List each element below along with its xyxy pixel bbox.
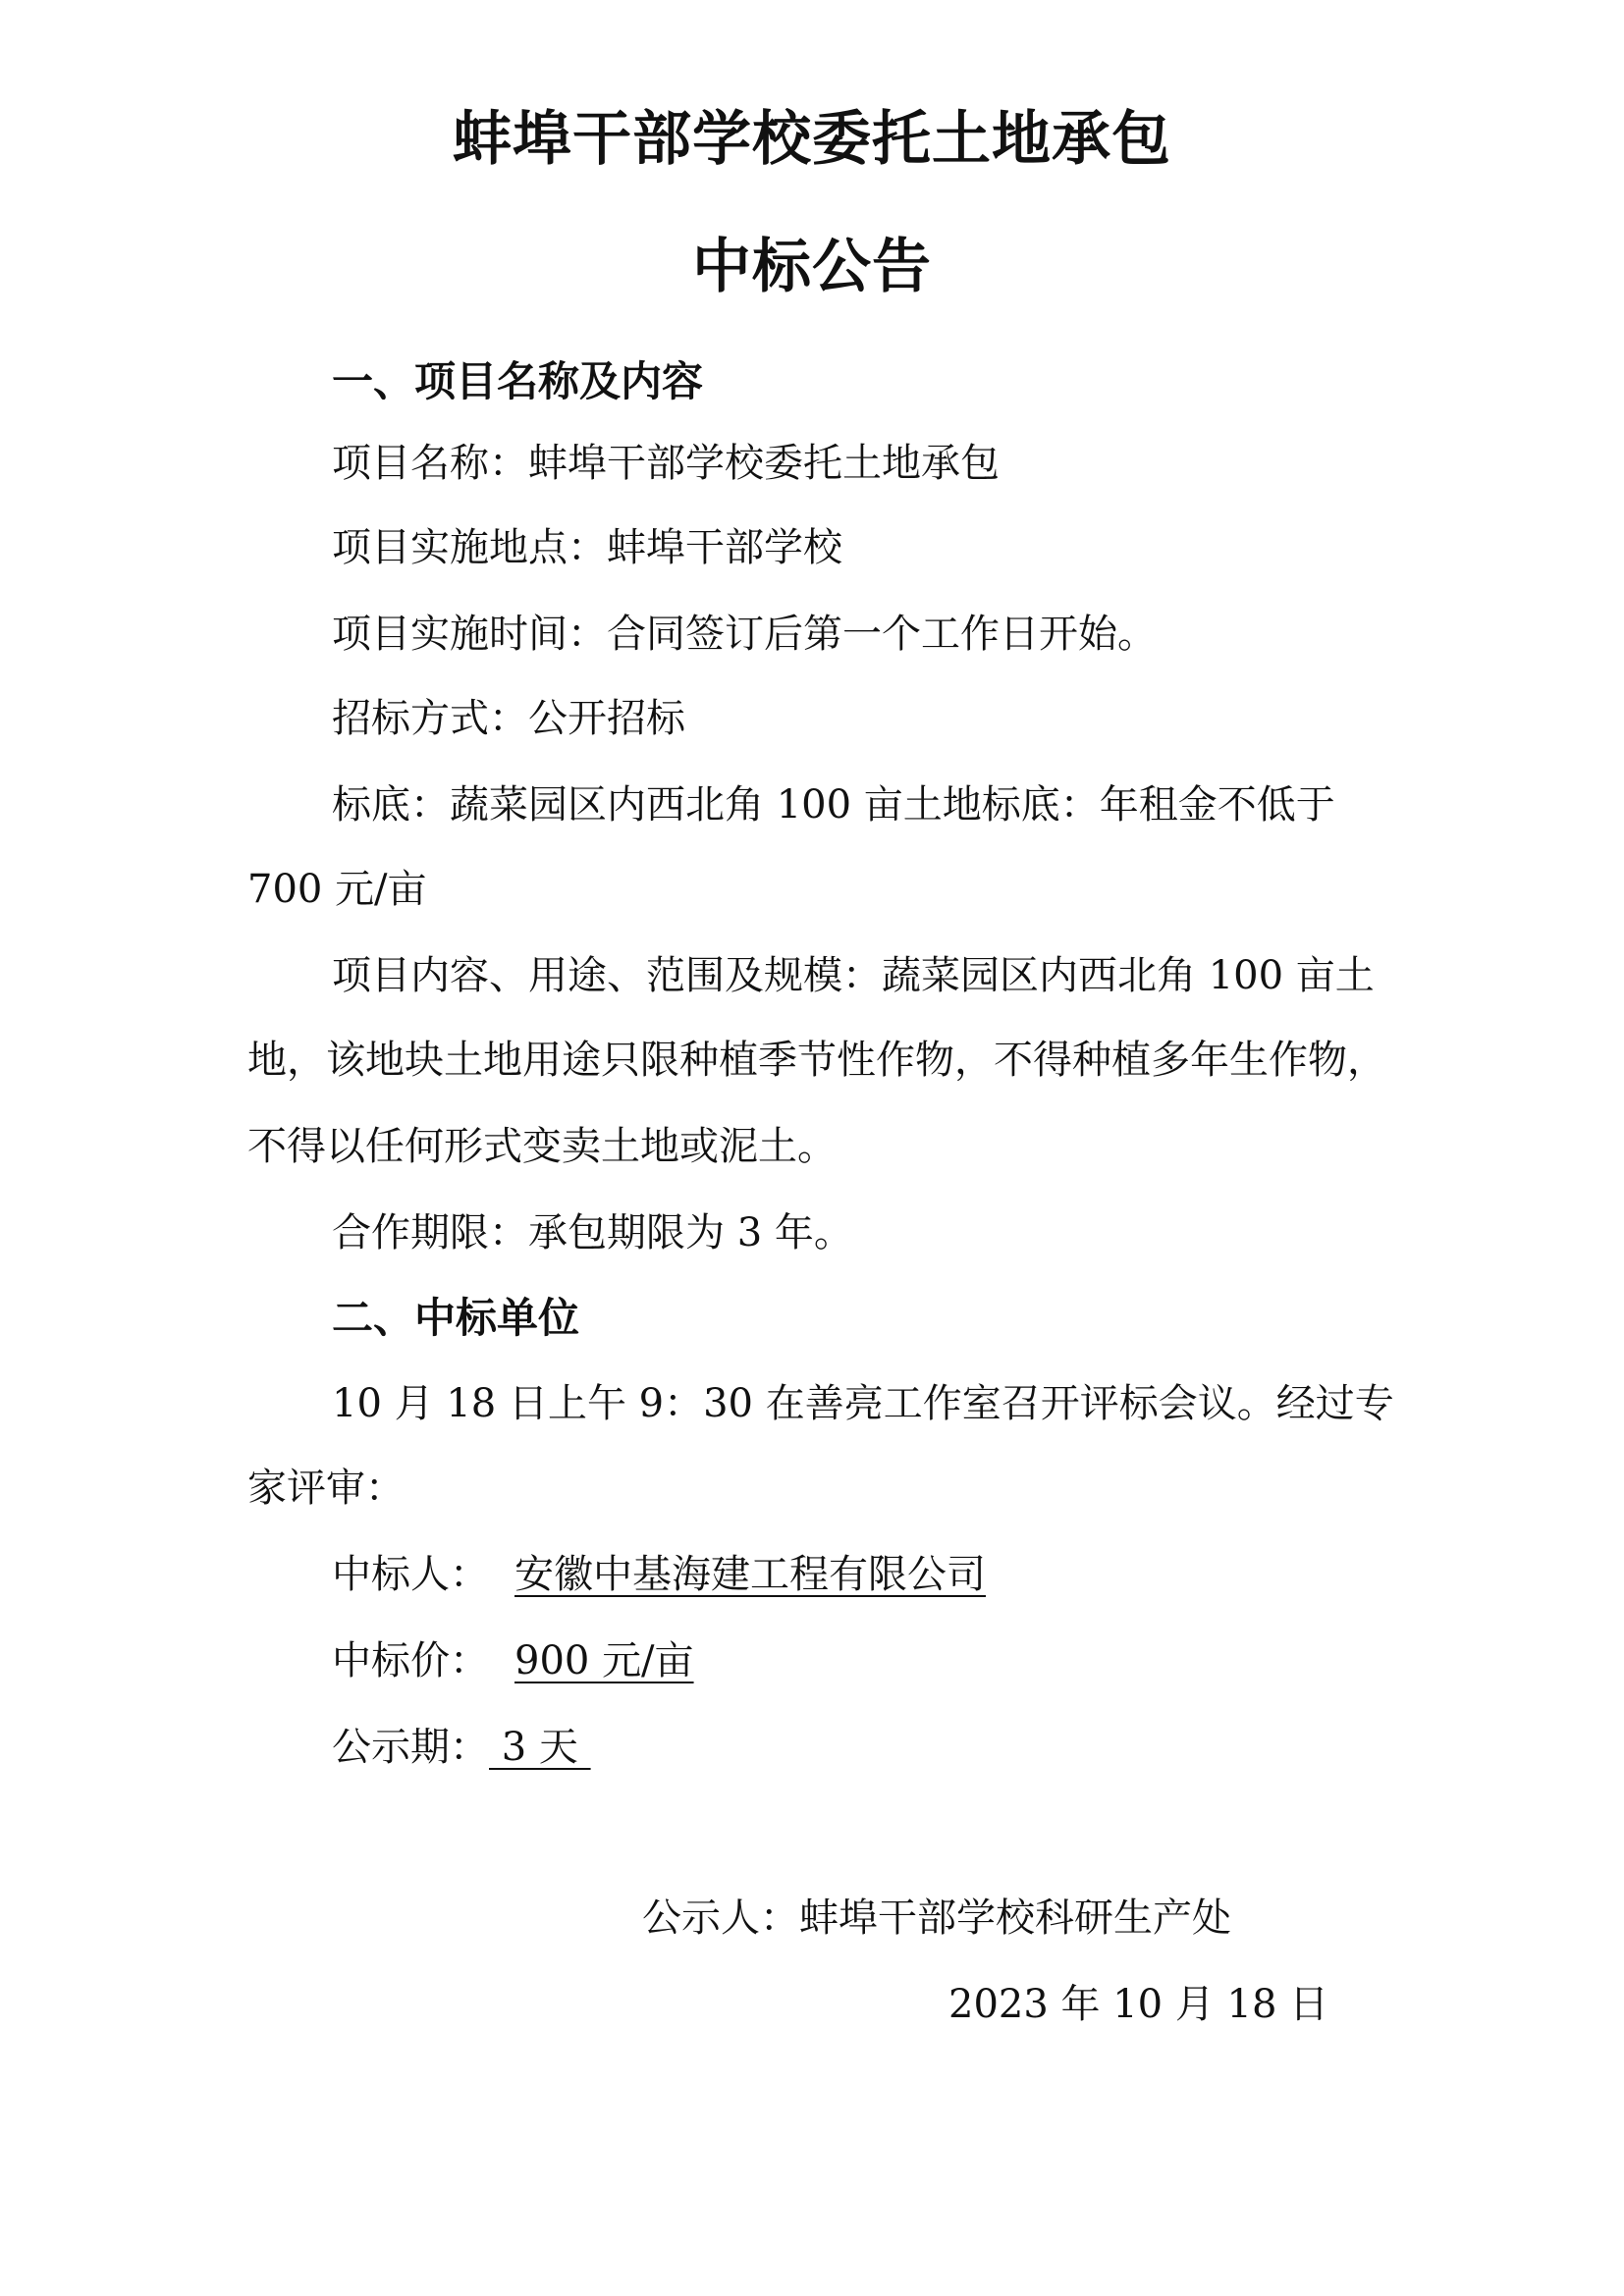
- tender-method: 招标方式：公开招标: [332, 696, 685, 741]
- title-line-2: 中标公告: [692, 233, 932, 301]
- section-1-heading: 一、项目名称及内容: [332, 357, 704, 405]
- price-row: [332, 1638, 694, 1683]
- project-content-line-1: 项目内容、用途、范围及规模：蔬菜园区内西北角 100 亩土: [332, 953, 1375, 998]
- meeting-line-2: 家评审：: [247, 1466, 405, 1511]
- project-content-line-3: 不得以任何形式变卖土地或泥土。: [247, 1124, 837, 1169]
- period-value: 3 天: [489, 1725, 591, 1770]
- meeting-line-1: 10 月 18 日上午 9：30 在善亮工作室召开评标会议。经过专: [332, 1381, 1394, 1426]
- period-row: [332, 1725, 591, 1770]
- section-2-heading: 二、中标单位: [332, 1294, 580, 1342]
- price-label: 中标价：: [332, 1638, 489, 1683]
- reserve-price-line-1: 标底：蔬菜园区内西北角 100 亩土地标底：年租金不低于: [332, 782, 1335, 828]
- period-label: 公示期：: [332, 1725, 489, 1770]
- winner-row: [332, 1552, 986, 1597]
- winner-value: 安徽中基海建工程有限公司: [514, 1552, 986, 1597]
- price-value: 900 元/亩: [514, 1638, 694, 1683]
- reserve-price-line-2: 700 元/亩: [247, 867, 427, 912]
- announcer: 公示人：蚌埠干部学校科研生产处: [642, 1896, 1231, 1941]
- cooperation-term: 合作期限：承包期限为 3 年。: [332, 1210, 853, 1255]
- project-time: 项目实施时间：合同签订后第一个工作日开始。: [332, 612, 1157, 657]
- winner-label: 中标人：: [332, 1552, 489, 1597]
- announcement-date: 2023 年 10 月 18 日: [948, 1982, 1329, 2027]
- project-name: 项目名称：蚌埠干部学校委托土地承包: [332, 441, 1000, 486]
- project-content-line-2: 地，该地块土地用途只限种植季节性作物，不得种植多年生作物，: [247, 1038, 1386, 1083]
- project-location: 项目实施地点：蚌埠干部学校: [332, 525, 842, 570]
- title-line-1: 蚌埠干部学校委托土地承包: [453, 105, 1171, 174]
